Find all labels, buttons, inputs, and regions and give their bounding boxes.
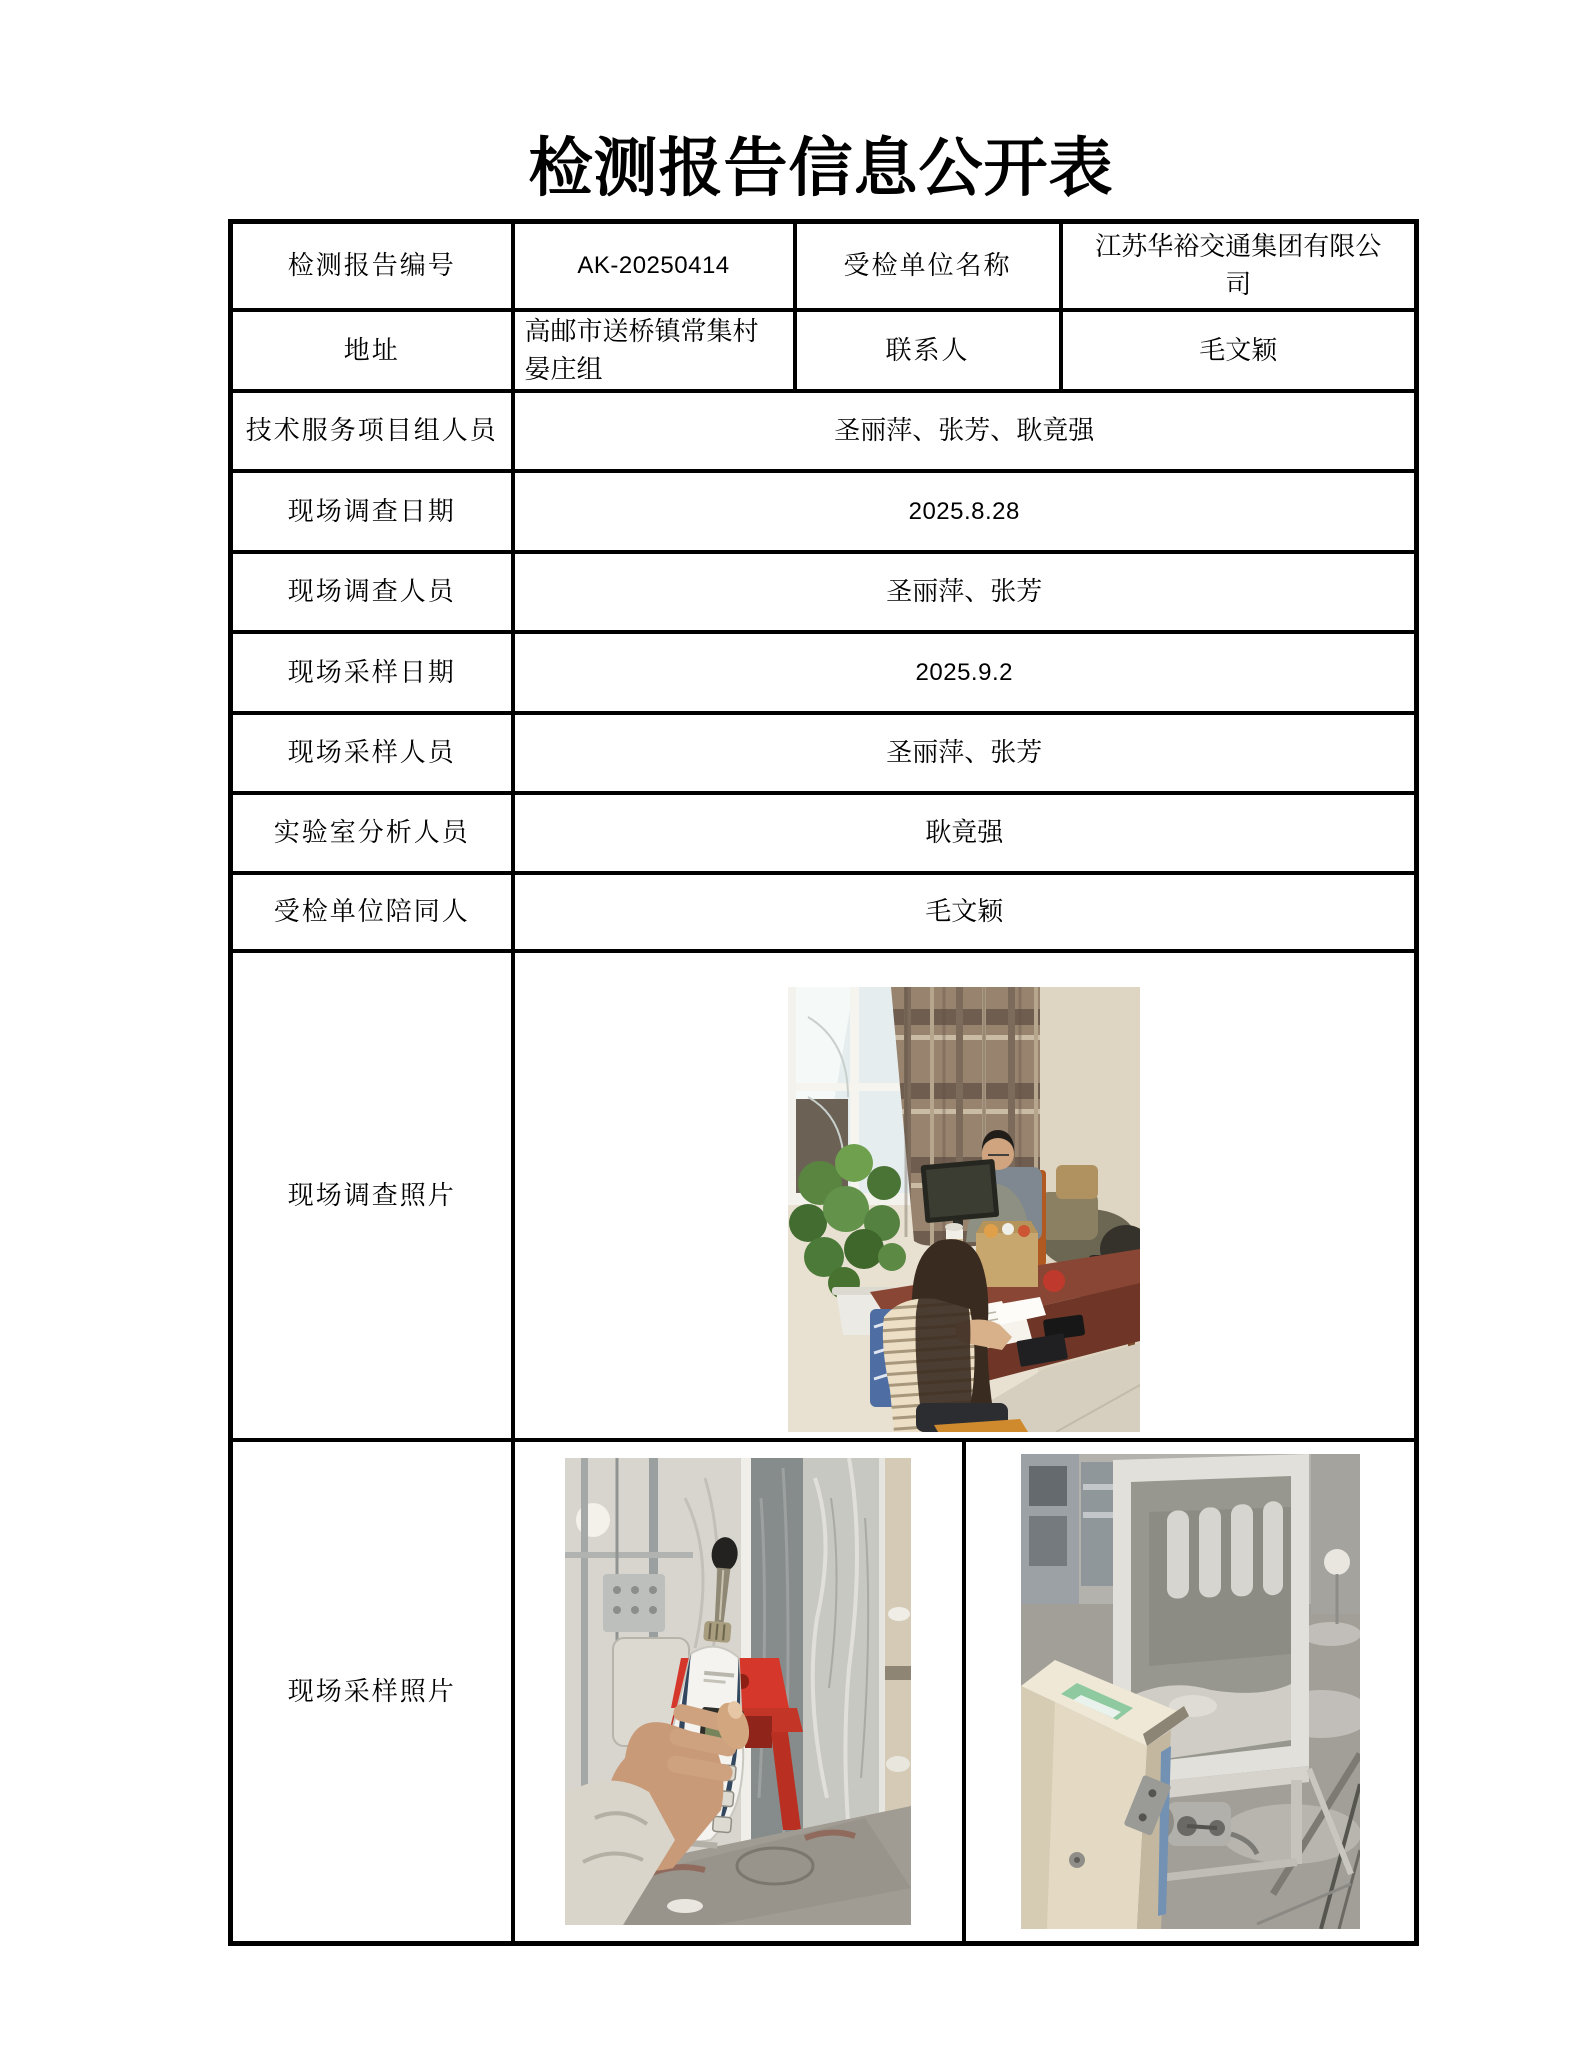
table-row — [231, 222, 1417, 311]
sampling-photo-label: 现场采样照片 — [231, 1440, 513, 1944]
sampling-date-value: 2025.9.2 — [513, 632, 1417, 713]
unit-name-value: 江苏华裕交通集团有限公司 — [1061, 222, 1417, 311]
table-row — [231, 873, 1417, 951]
report-no-label: 检测报告编号 — [231, 222, 513, 311]
escort-value: 毛文颖 — [513, 873, 1417, 951]
project-team-value: 圣丽萍、张芳、耿竟强 — [513, 391, 1417, 471]
contact-value: 毛文颖 — [1061, 310, 1417, 391]
project-team-label: 技术服务项目组人员 — [231, 391, 513, 471]
lab-analyst-value: 耿竟强 — [513, 793, 1417, 873]
page-title: 检测报告信息公开表 — [528, 133, 1114, 204]
survey-staff-label: 现场调查人员 — [231, 552, 513, 632]
table-row — [231, 471, 1417, 552]
escort-label: 受检单位陪同人 — [231, 873, 513, 951]
survey-photo-label: 现场调查照片 — [231, 951, 513, 1440]
address-value: 高邮市送桥镇常集村晏庄组 — [513, 310, 795, 391]
sampling-date-label: 现场采样日期 — [231, 632, 513, 713]
contact-label: 联系人 — [795, 310, 1061, 391]
lab-analyst-label: 实验室分析人员 — [231, 793, 513, 873]
sampling-photo-cell — [513, 1440, 1417, 1944]
survey-staff-value: 圣丽萍、张芳 — [513, 552, 1417, 632]
survey-photo-cell — [513, 951, 1417, 1440]
table-row — [231, 793, 1417, 873]
table-row — [231, 632, 1417, 713]
report-info-table — [228, 219, 1419, 1946]
table-row — [231, 951, 1417, 1440]
survey-date-value: 2025.8.28 — [513, 471, 1417, 552]
report-no-value: AK-20250414 — [513, 222, 795, 311]
table-row — [231, 391, 1417, 471]
survey-date-label: 现场调查日期 — [231, 471, 513, 552]
spray-booth-photo — [1021, 1454, 1360, 1929]
table-row — [231, 713, 1417, 793]
sampling-photo-right-cell — [962, 1442, 1414, 1941]
unit-name-label: 受检单位名称 — [795, 222, 1061, 311]
table-row — [231, 1440, 1417, 1944]
table-row — [231, 310, 1417, 391]
sampling-staff-label: 现场采样人员 — [231, 713, 513, 793]
address-label: 地址 — [231, 310, 513, 391]
sampling-staff-value: 圣丽萍、张芳 — [513, 713, 1417, 793]
survey-office-photo — [788, 987, 1140, 1432]
table-row — [231, 552, 1417, 632]
sound-meter-sampling-photo — [565, 1458, 911, 1925]
sampling-photo-left-cell — [515, 1442, 963, 1941]
